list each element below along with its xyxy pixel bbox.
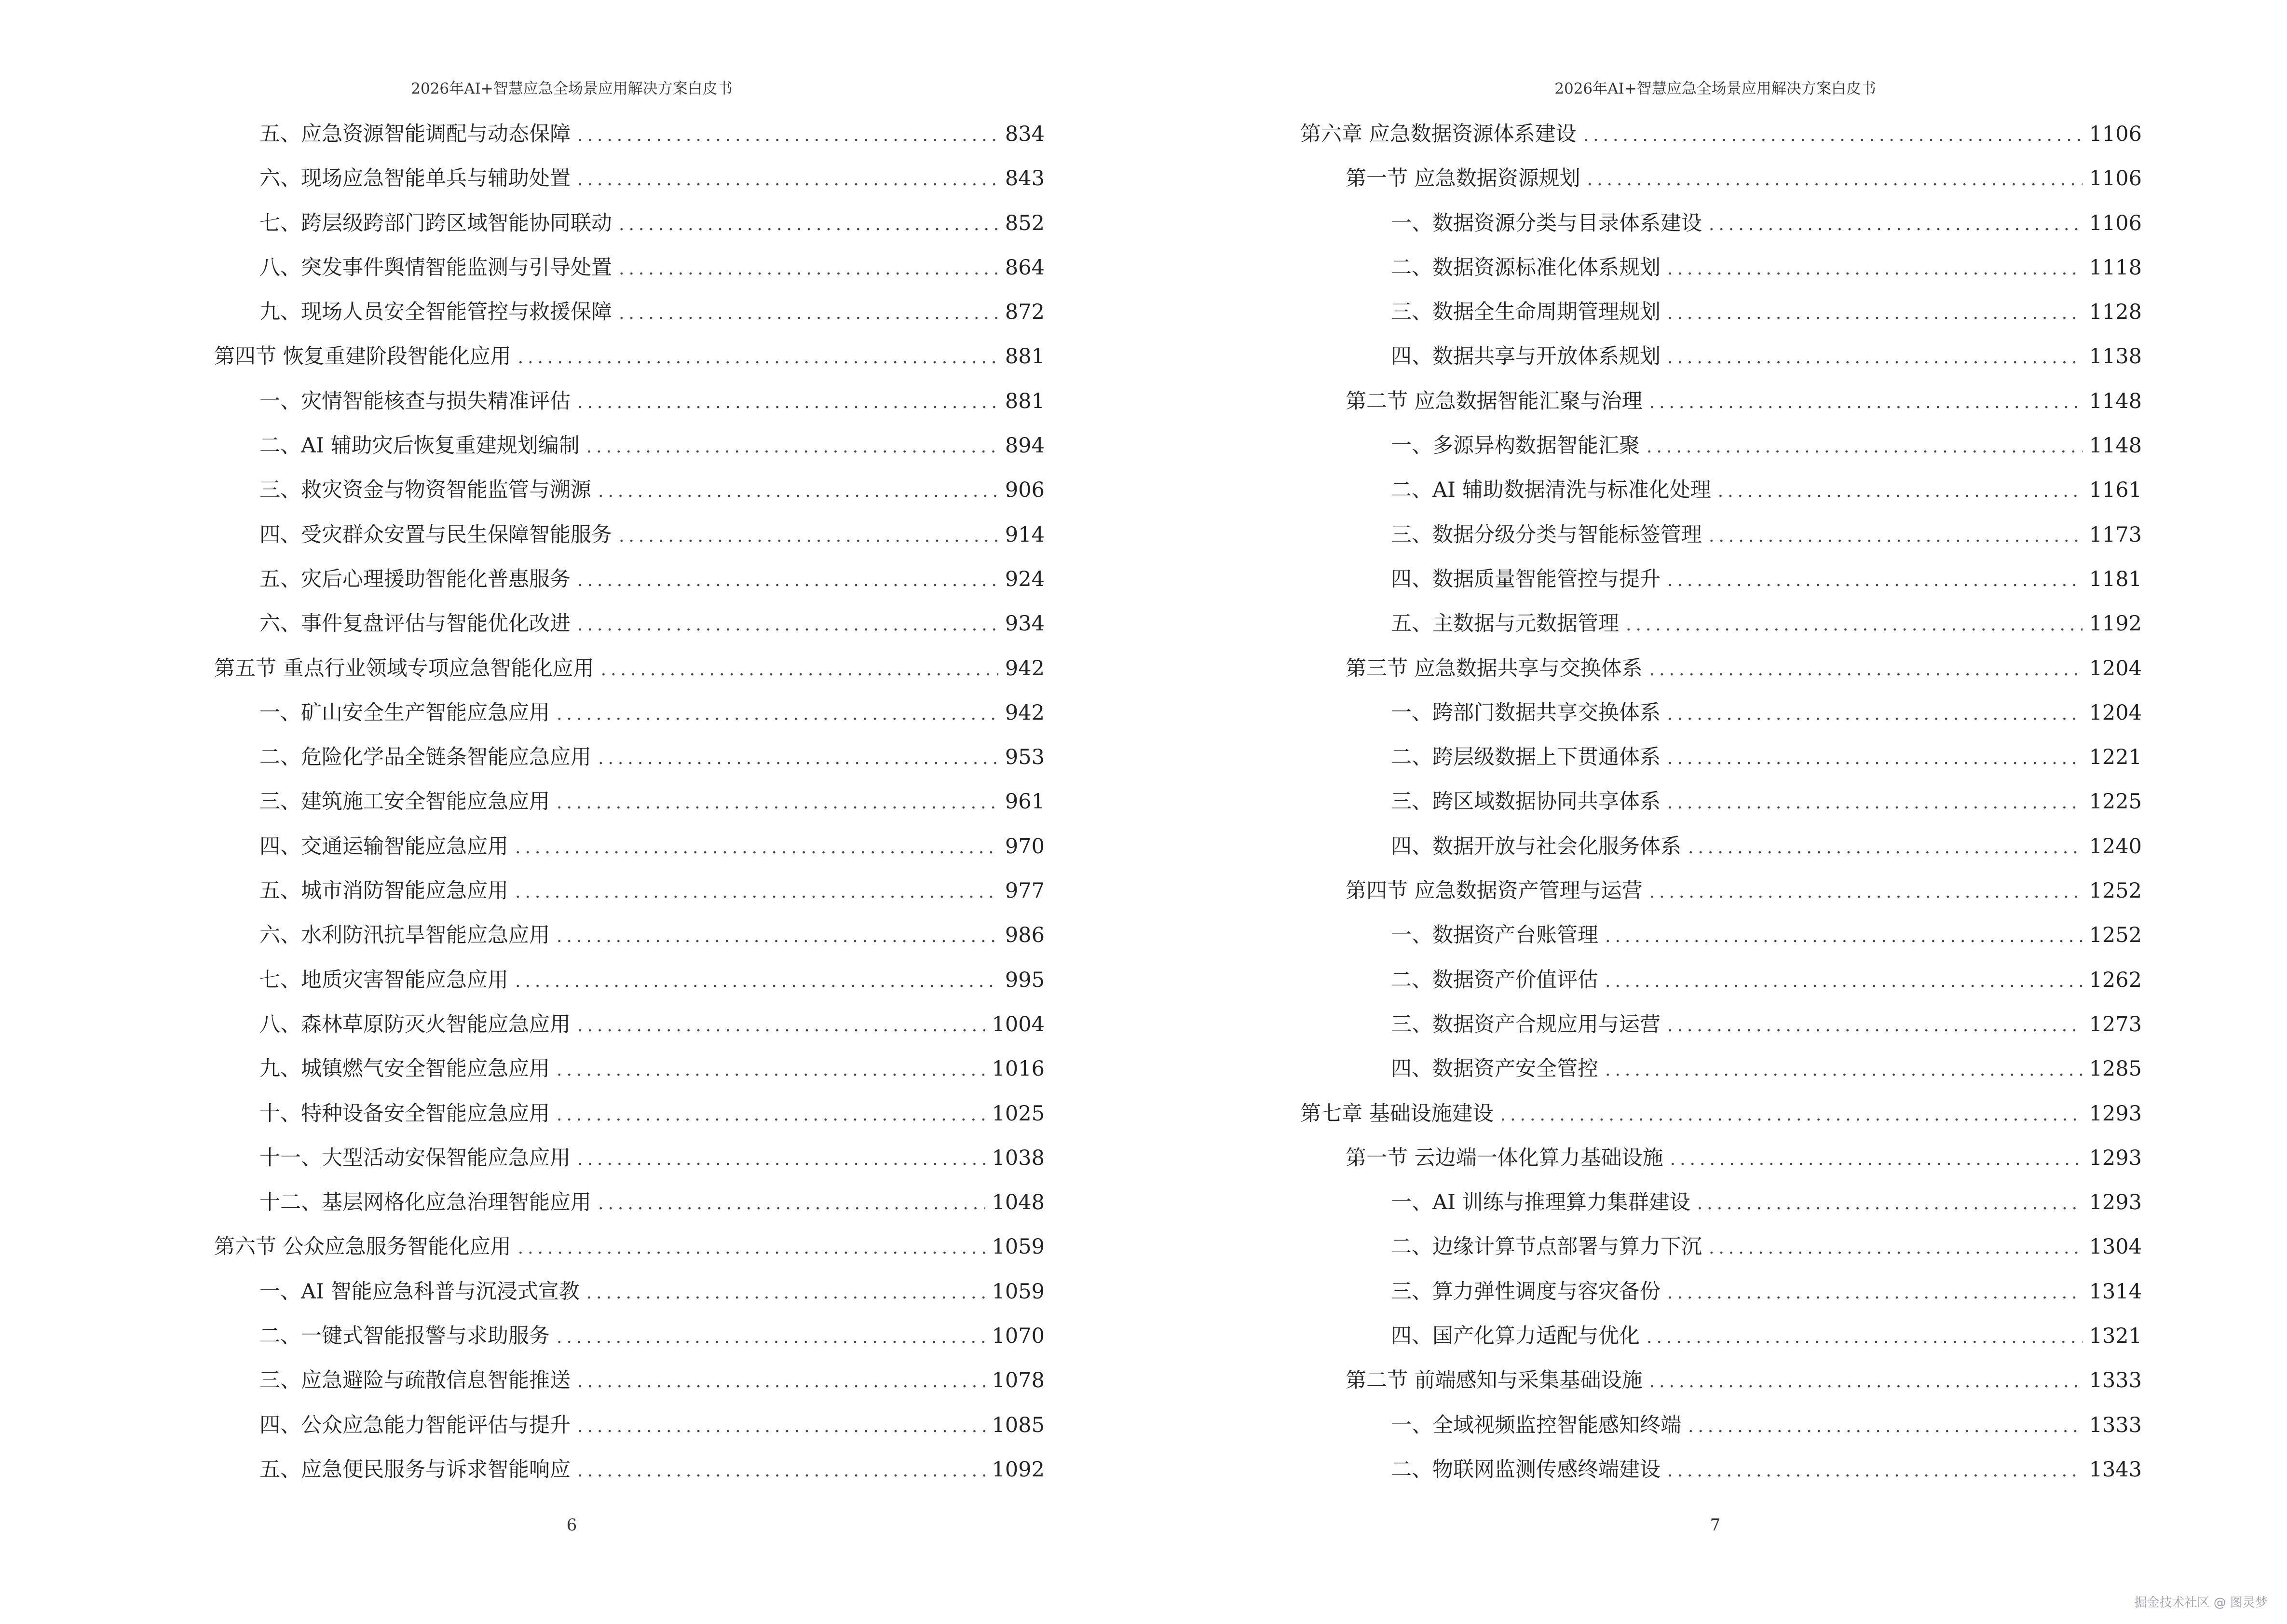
toc-leader-dots — [1647, 1315, 2083, 1360]
toc-entry-page: 924 — [1005, 567, 1045, 591]
toc-leader-dots — [586, 425, 998, 469]
toc-leader-dots — [1583, 113, 2083, 158]
toc-leader-dots — [1587, 158, 2083, 202]
toc-leader-dots — [619, 203, 998, 247]
toc-entry-page: 1293 — [2089, 1190, 2142, 1215]
toc-entry-page: 953 — [1005, 745, 1045, 770]
toc-entry[interactable] — [1300, 869, 2142, 913]
toc-entry-title: 第二节 前端感知与采集基础设施 — [1346, 1368, 1643, 1393]
toc-entry-page: 906 — [1005, 478, 1045, 503]
toc-entry-title: 八、突发事件舆情智能监测与引导处置 — [259, 255, 612, 280]
toc-entry-page: 1016 — [992, 1057, 1045, 1081]
toc-entry-title: 五、应急便民服务与诉求智能响应 — [259, 1457, 571, 1482]
toc-entry[interactable] — [1300, 379, 2142, 423]
toc-entry-page: 1314 — [2089, 1279, 2142, 1304]
toc-entry[interactable] — [214, 1047, 1045, 1091]
toc-entry[interactable] — [1300, 423, 2142, 468]
toc-entry-page: 1252 — [2089, 879, 2142, 903]
toc-entry-page: 894 — [1005, 434, 1045, 458]
toc-leader-dots — [1667, 692, 2083, 737]
toc-leader-dots — [1605, 914, 2083, 959]
toc-entry-page: 1161 — [2089, 478, 2142, 503]
toc-entry-page: 942 — [1005, 656, 1045, 681]
toc-entry-title: 六、水利防汛抗旱智能应急应用 — [259, 923, 550, 948]
toc-entry-title: 第五节 重点行业领域专项应急智能化应用 — [214, 656, 594, 681]
toc-leader-dots — [515, 826, 998, 870]
toc-leader-dots — [557, 914, 998, 959]
toc-entry[interactable] — [1300, 201, 2142, 246]
toc-entry[interactable] — [1300, 468, 2142, 512]
toc-leader-dots — [1709, 1226, 2083, 1270]
toc-entry[interactable] — [1300, 1447, 2142, 1492]
toc-entry-title: 五、灾后心理援助智能化普惠服务 — [259, 567, 571, 591]
toc-entry-title: 第一节 应急数据资源规划 — [1346, 166, 1580, 191]
toc-entry[interactable] — [1300, 334, 2142, 379]
toc-entry-page: 864 — [1005, 255, 1045, 280]
toc-entry[interactable] — [1300, 1225, 2142, 1269]
toc-leader-dots — [1670, 1137, 2083, 1182]
toc-entry-title: 三、跨区域数据协同共享体系 — [1391, 790, 1661, 814]
toc-entry-page: 834 — [1005, 122, 1045, 146]
toc-entry[interactable] — [1300, 1136, 2142, 1180]
toc-entry-page: 1106 — [2089, 211, 2142, 235]
toc-entry-page: 1321 — [2089, 1324, 2142, 1349]
toc-leader-dots — [1667, 781, 2083, 825]
toc-leader-dots — [1688, 826, 2083, 870]
toc-leader-dots — [1667, 291, 2083, 336]
toc-entry-page: 843 — [1005, 166, 1045, 191]
toc-entry-title: 七、跨层级跨部门跨区域智能协同联动 — [259, 211, 612, 235]
toc-entry[interactable] — [1300, 958, 2142, 1002]
toc-entry-page: 914 — [1005, 522, 1045, 547]
toc-leader-dots — [1647, 425, 2083, 469]
toc-entry-page: 1048 — [992, 1190, 1045, 1215]
toc-entry-page: 1059 — [992, 1279, 1045, 1304]
toc-entry-title: 一、跨部门数据共享交换体系 — [1391, 700, 1661, 725]
toc-entry-title: 一、全域视频监控智能感知终端 — [1391, 1413, 1681, 1437]
toc-entry[interactable] — [214, 156, 1045, 201]
toc-entry[interactable] — [214, 1403, 1045, 1447]
toc-leader-dots — [557, 1315, 985, 1360]
toc-entry-title: 四、数据质量智能管控与提升 — [1391, 567, 1661, 591]
toc-entry[interactable] — [214, 468, 1045, 512]
toc-entry-title: 四、公众应急能力智能评估与提升 — [259, 1413, 571, 1437]
toc-entry[interactable] — [1300, 1092, 2142, 1136]
toc-leader-dots — [577, 1405, 985, 1449]
toc-entry[interactable] — [214, 112, 1045, 156]
running-header: 2026年AI+智慧应急全场景应用解决方案白皮书 — [411, 80, 733, 97]
toc-entry[interactable] — [214, 824, 1045, 869]
toc-entry[interactable] — [1300, 112, 2142, 156]
toc-entry-title: 三、算力弹性调度与容灾备份 — [1391, 1279, 1661, 1304]
toc-leader-dots — [1649, 870, 2083, 914]
toc-entry[interactable] — [1300, 735, 2142, 779]
toc-entry[interactable] — [214, 1180, 1045, 1225]
toc-entry-title: 八、森林草原防灭火智能应急应用 — [259, 1012, 571, 1037]
toc-leader-dots — [515, 959, 998, 1004]
toc-leader-dots — [1667, 1004, 2083, 1048]
toc-leader-dots — [515, 870, 998, 914]
toc-entry-title: 三、数据资产合规应用与运营 — [1391, 1012, 1661, 1037]
toc-entry-title: 第一节 云边端一体化算力基础设施 — [1346, 1146, 1663, 1170]
toc-leader-dots — [557, 781, 998, 825]
watermark: 掘金技术社区 @ 图灵梦 — [2134, 1596, 2268, 1610]
toc-entry-page: 1118 — [2089, 255, 2142, 280]
toc-entry-title: 四、数据资产安全管控 — [1391, 1057, 1598, 1081]
toc-leader-dots — [557, 1048, 985, 1092]
toc-leader-dots — [619, 291, 998, 336]
toc-entry-page: 995 — [1005, 968, 1045, 992]
toc-entry-title: 七、地质灾害智能应急应用 — [259, 968, 508, 992]
toc-entry-page: 1262 — [2089, 968, 2142, 992]
toc-entry[interactable] — [1300, 913, 2142, 957]
toc-entry[interactable] — [1300, 1269, 2142, 1314]
toc-entry-title: 二、AI 辅助灾后恢复重建规划编制 — [259, 434, 580, 458]
toc-leader-dots — [586, 1271, 985, 1315]
toc-leader-dots — [1667, 559, 2083, 603]
toc-entry-page: 1240 — [2089, 834, 2142, 859]
toc-leader-dots — [598, 737, 998, 781]
toc-entry[interactable] — [1300, 779, 2142, 824]
toc-entry[interactable] — [214, 958, 1045, 1002]
toc-entry[interactable] — [214, 334, 1045, 379]
toc-entry-title: 五、城市消防智能应急应用 — [259, 879, 508, 903]
toc-entry-page: 1138 — [2089, 344, 2142, 369]
toc-entry[interactable] — [1300, 1002, 2142, 1047]
toc-entry-title: 第六章 应急数据资源体系建设 — [1300, 122, 1577, 146]
toc-leader-dots — [619, 514, 998, 559]
toc-entry-title: 二、跨层级数据上下贯通体系 — [1391, 745, 1661, 770]
toc-entry-page: 1148 — [2089, 434, 2142, 458]
toc-entry-page: 1293 — [2089, 1146, 2142, 1170]
toc-entry-title: 二、数据资源标准化体系规划 — [1391, 255, 1661, 280]
toc-leader-dots — [1605, 959, 2083, 1004]
toc-entry-title: 一、数据资产台账管理 — [1391, 923, 1598, 948]
toc-leader-dots — [601, 648, 998, 692]
toc-leader-dots — [577, 113, 998, 158]
toc-leader-dots — [518, 336, 998, 380]
toc-entry-title: 五、应急资源智能调配与动态保障 — [259, 122, 571, 146]
toc-entry[interactable] — [1300, 646, 2142, 691]
toc-entry-page: 942 — [1005, 700, 1045, 725]
toc-entry[interactable] — [214, 779, 1045, 824]
toc-entry[interactable] — [214, 601, 1045, 646]
toc-entry-page: 1252 — [2089, 923, 2142, 948]
toc-entry-page: 1273 — [2089, 1012, 2142, 1037]
toc-entry-page: 961 — [1005, 790, 1045, 814]
toc-entry[interactable] — [214, 1002, 1045, 1047]
toc-entry[interactable] — [1300, 1314, 2142, 1358]
toc-entry-title: 四、交通运输智能应急应用 — [259, 834, 508, 859]
toc-entry[interactable] — [214, 1447, 1045, 1492]
toc-leader-dots — [1709, 203, 2083, 247]
toc-entry[interactable] — [1300, 557, 2142, 601]
toc-entry-page: 1004 — [992, 1012, 1045, 1037]
toc-entry[interactable] — [214, 290, 1045, 334]
toc-leader-dots — [1688, 1405, 2083, 1449]
toc-leader-dots — [1626, 603, 2083, 647]
toc-entry-title: 三、数据全生命周期管理规划 — [1391, 300, 1661, 325]
toc-entry-page: 1085 — [992, 1413, 1045, 1437]
toc-entry-page: 1304 — [2089, 1235, 2142, 1259]
toc-entry-title: 二、数据资产价值评估 — [1391, 968, 1598, 992]
toc-entry-page: 1025 — [992, 1101, 1045, 1126]
toc-entry-title: 三、建筑施工安全智能应急应用 — [259, 790, 550, 814]
toc-entry-title: 四、国产化算力适配与优化 — [1391, 1324, 1640, 1349]
toc-entry-title: 六、事件复盘评估与智能优化改进 — [259, 612, 571, 636]
toc-leader-dots — [577, 603, 998, 647]
toc-entry-page: 1333 — [2089, 1413, 2142, 1437]
toc-leader-dots — [1649, 648, 2083, 692]
toc-leader-dots — [1667, 737, 2083, 781]
toc-leader-dots — [577, 381, 998, 425]
toc-entry[interactable] — [214, 1358, 1045, 1403]
page-number: 7 — [1710, 1515, 1721, 1535]
toc-entry[interactable] — [214, 1092, 1045, 1136]
toc-entry-page: 1293 — [2089, 1101, 2142, 1126]
toc-entry-page: 1225 — [2089, 790, 2142, 814]
toc-entry-page: 934 — [1005, 612, 1045, 636]
toc-leader-dots — [1667, 336, 2083, 380]
toc-entry[interactable] — [214, 513, 1045, 557]
toc-entry-title: 一、多源异构数据智能汇聚 — [1391, 434, 1640, 458]
toc-entry-title: 二、边缘计算节点部署与算力下沉 — [1391, 1235, 1702, 1259]
toc-entry-title: 十一、大型活动安保智能应急应用 — [259, 1146, 571, 1170]
toc-leader-dots — [1667, 247, 2083, 291]
toc-entry[interactable] — [214, 735, 1045, 779]
toc-entry-page: 852 — [1005, 211, 1045, 235]
toc-entry-page: 1106 — [2089, 122, 2142, 146]
toc-leader-dots — [577, 158, 998, 202]
toc-entry[interactable] — [1300, 824, 2142, 869]
toc-leader-dots — [557, 1093, 985, 1137]
toc-entry-title: 二、AI 辅助数据清洗与标准化处理 — [1391, 478, 1711, 503]
toc-entry-page: 1173 — [2089, 522, 2142, 547]
toc-entry-title: 第六节 公众应急服务智能化应用 — [214, 1235, 511, 1259]
toc-entry-title: 四、数据开放与社会化服务体系 — [1391, 834, 1681, 859]
toc-entry[interactable] — [1300, 1403, 2142, 1447]
toc-entry[interactable] — [214, 246, 1045, 290]
toc-entry[interactable] — [214, 646, 1045, 691]
toc-entry-title: 二、危险化学品全链条智能应急应用 — [259, 745, 591, 770]
toc-entry-title: 三、数据分级分类与智能标签管理 — [1391, 522, 1702, 547]
toc-entry-page: 1333 — [2089, 1368, 2142, 1393]
toc-entry-page: 986 — [1005, 923, 1045, 948]
toc-leader-dots — [1649, 1360, 2083, 1404]
toc-leader-dots — [577, 1004, 985, 1048]
toc-entry-page: 1192 — [2089, 612, 2142, 636]
toc-entry[interactable] — [1300, 156, 2142, 201]
toc-entry-title: 四、数据共享与开放体系规划 — [1391, 344, 1661, 369]
toc-entry-title: 五、主数据与元数据管理 — [1391, 612, 1619, 636]
toc-leader-dots — [1718, 469, 2083, 514]
toc-leader-dots — [577, 559, 998, 603]
toc-entry-page: 1038 — [992, 1146, 1045, 1170]
toc-entry-title: 九、现场人员安全智能管控与救援保障 — [259, 300, 612, 325]
toc-entry-page: 1343 — [2089, 1457, 2142, 1482]
toc-entry-page: 1059 — [992, 1235, 1045, 1259]
table-of-contents — [1300, 112, 2142, 1492]
toc-leader-dots — [557, 692, 998, 737]
toc-entry-page: 1285 — [2089, 1057, 2142, 1081]
toc-entry-page: 1148 — [2089, 389, 2142, 413]
toc-entry-title: 四、受灾群众安置与民生保障智能服务 — [259, 522, 612, 547]
toc-entry-title: 二、物联网监测传感终端建设 — [1391, 1457, 1661, 1482]
toc-leader-dots — [598, 1182, 985, 1226]
toc-entry-title: 第四节 恢复重建阶段智能化应用 — [214, 344, 511, 369]
toc-leader-dots — [577, 1360, 985, 1404]
toc-entry-title: 六、现场应急智能单兵与辅助处置 — [259, 166, 571, 191]
toc-entry-page: 881 — [1005, 389, 1045, 413]
toc-entry-title: 一、矿山安全生产智能应急应用 — [259, 700, 550, 725]
toc-entry[interactable] — [214, 557, 1045, 601]
toc-entry-title: 二、一键式智能报警与求助服务 — [259, 1324, 550, 1349]
toc-entry[interactable] — [214, 1269, 1045, 1314]
toc-leader-dots — [1649, 381, 2083, 425]
toc-entry-title: 第二节 应急数据智能汇聚与治理 — [1346, 389, 1643, 413]
toc-entry-page: 872 — [1005, 300, 1045, 325]
toc-entry[interactable] — [1300, 1180, 2142, 1225]
toc-leader-dots — [518, 1226, 985, 1270]
toc-leader-dots — [1605, 1048, 2083, 1092]
toc-entry-page: 1221 — [2089, 745, 2142, 770]
toc-leader-dots — [577, 1449, 985, 1493]
toc-entry-title: 一、AI 训练与推理算力集群建设 — [1391, 1190, 1690, 1215]
toc-entry[interactable] — [214, 379, 1045, 423]
toc-entry[interactable] — [214, 1225, 1045, 1269]
toc-entry-page: 1128 — [2089, 300, 2142, 325]
toc-entry-page: 881 — [1005, 344, 1045, 369]
toc-entry-page: 970 — [1005, 834, 1045, 859]
toc-entry[interactable] — [1300, 246, 2142, 290]
toc-entry-title: 十、特种设备安全智能应急应用 — [259, 1101, 550, 1126]
toc-entry-page: 1070 — [992, 1324, 1045, 1349]
toc-leader-dots — [619, 247, 998, 291]
toc-entry[interactable] — [214, 691, 1045, 735]
toc-leader-dots — [1697, 1182, 2083, 1226]
toc-entry-title: 三、救灾资金与物资智能监管与溯源 — [259, 478, 591, 503]
page-number: 6 — [566, 1515, 577, 1535]
toc-entry[interactable] — [214, 201, 1045, 246]
toc-entry[interactable] — [1300, 290, 2142, 334]
toc-leader-dots — [577, 1137, 985, 1182]
toc-entry-page: 1181 — [2089, 567, 2142, 591]
toc-entry-page: 1204 — [2089, 656, 2142, 681]
toc-entry-page: 1078 — [992, 1368, 1045, 1393]
toc-entry-title: 第三节 应急数据共享与交换体系 — [1346, 656, 1643, 681]
toc-entry[interactable] — [1300, 1358, 2142, 1403]
toc-entry[interactable] — [214, 869, 1045, 913]
toc-leader-dots — [1709, 514, 2083, 559]
toc-leader-dots — [598, 469, 998, 514]
toc-entry-title: 一、AI 智能应急科普与沉浸式宣教 — [259, 1279, 580, 1304]
running-header: 2026年AI+智慧应急全场景应用解决方案白皮书 — [1554, 80, 1876, 97]
toc-entry[interactable] — [214, 913, 1045, 957]
toc-entry-title: 第七章 基础设施建设 — [1300, 1101, 1494, 1126]
toc-entry-title: 九、城镇燃气安全智能应急应用 — [259, 1057, 550, 1081]
toc-entry[interactable] — [1300, 513, 2142, 557]
toc-entry[interactable] — [214, 1136, 1045, 1180]
toc-entry-title: 三、应急避险与疏散信息智能推送 — [259, 1368, 571, 1393]
table-of-contents — [214, 112, 1045, 1492]
toc-entry[interactable] — [214, 423, 1045, 468]
toc-entry[interactable] — [214, 1314, 1045, 1358]
toc-entry-title: 十二、基层网格化应急治理智能应用 — [259, 1190, 591, 1215]
toc-entry-title: 一、灾情智能核查与损失精准评估 — [259, 389, 571, 413]
toc-entry-title: 第四节 应急数据资产管理与运营 — [1346, 879, 1643, 903]
toc-entry[interactable] — [1300, 691, 2142, 735]
toc-entry-title: 一、数据资源分类与目录体系建设 — [1391, 211, 1702, 235]
toc-entry-page: 1092 — [992, 1457, 1045, 1482]
right-page — [1144, 0, 2287, 1624]
toc-entry[interactable] — [1300, 1047, 2142, 1091]
toc-leader-dots — [1667, 1449, 2083, 1493]
toc-leader-dots — [1667, 1271, 2083, 1315]
toc-entry-page: 1106 — [2089, 166, 2142, 191]
toc-leader-dots — [1500, 1093, 2083, 1137]
toc-entry-page: 1204 — [2089, 700, 2142, 725]
toc-entry-page: 977 — [1005, 879, 1045, 903]
toc-entry[interactable] — [1300, 601, 2142, 646]
